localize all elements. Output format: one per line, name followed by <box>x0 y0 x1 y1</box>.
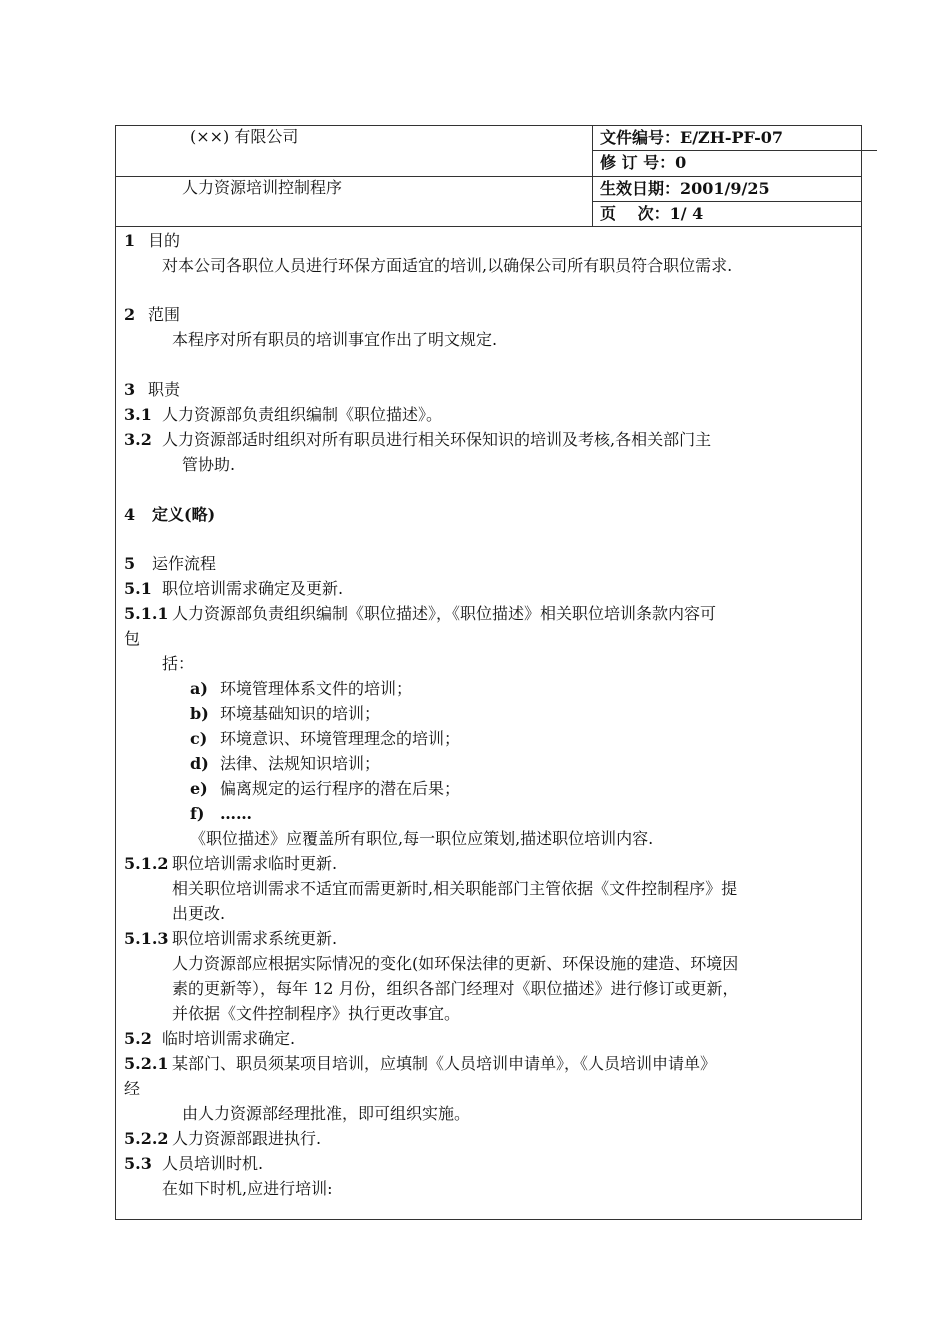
section-5-1-2-text-cont: 出更改. <box>172 904 226 923</box>
list-item-text: 环境意识、环境管理理念的培训； <box>220 729 461 748</box>
section-5-1-2-title: 职位培训需求临时更新. <box>172 854 338 873</box>
section-3-1-number: 3.1 <box>124 405 152 424</box>
list-item-text: 环境管理体系文件的培训； <box>220 679 413 698</box>
section-3-number: 3 <box>124 380 136 399</box>
list-item-label: f) <box>190 804 205 823</box>
list-item-label: c) <box>190 729 208 748</box>
section-5-2-number: 5.2 <box>124 1029 152 1048</box>
section-1-text: 对本公司各职位人员进行环保方面适宜的培训,以确保公司所有职员符合职位需求. <box>162 256 733 275</box>
section-5-1-3-number: 5.1.3 <box>124 929 169 948</box>
section-3-2-text-cont: 管协助. <box>182 455 236 474</box>
section-2-title: 范围 <box>148 305 181 324</box>
section-5-1-1-number: 5.1.1 <box>124 604 169 623</box>
section-5-1-3-text: 人力资源部应根据实际情况的变化(如环保法律的更新、环保设施的建造、环境因 <box>172 954 739 973</box>
section-5-1-3-text-cont-1: 素的更新等），每年 12 月份，组织各部门经理对《职位描述》进行修订或更新， <box>172 979 739 998</box>
header-row-line-1 <box>592 150 877 151</box>
section-1-title: 目的 <box>148 231 181 250</box>
list-item-text: 法律、法规知识培训； <box>220 754 381 773</box>
effective-date: 生效日期：2001/9/25 <box>600 179 770 198</box>
list-item-label: a) <box>190 679 208 698</box>
section-5-1-1-text-cont-2: 括： <box>162 654 195 673</box>
header-row-line-3 <box>592 201 862 202</box>
section-5-1-1-text-cont-1: 包 <box>124 629 141 648</box>
section-5-2-1-number: 5.2.1 <box>124 1054 169 1073</box>
revision-number: 修 订 号：0 <box>600 153 687 172</box>
section-5-1-text: 职位培训需求确定及更新. <box>162 579 344 598</box>
list-item-label: b) <box>190 704 209 723</box>
section-5-2-2-number: 5.2.2 <box>124 1129 169 1148</box>
section-5-1-3-title: 职位培训需求系统更新. <box>172 929 338 948</box>
section-5-1-number: 5.1 <box>124 579 152 598</box>
section-5-1-2-text: 相关职位培训需求不适宜而需更新时,相关职能部门主管依据《文件控制程序》提 <box>172 879 738 898</box>
section-5-3-number: 5.3 <box>124 1154 152 1173</box>
list-item-label: d) <box>190 754 209 773</box>
section-5-1-3-text-cont-2: 并依据《文件控制程序》执行更改事宜。 <box>172 1004 461 1023</box>
section-2-text: 本程序对所有职员的培训事宜作出了明文规定. <box>172 330 498 349</box>
section-5-2-1-text-cont-1: 经 <box>124 1079 141 1098</box>
section-1-number: 1 <box>124 231 136 250</box>
section-5-title: 运作流程 <box>152 554 217 573</box>
section-5-2-1-text-cont-2: 由人力资源部经理批准，即可组织实施。 <box>182 1104 471 1123</box>
section-2-number: 2 <box>124 305 136 324</box>
section-5-2-1-text: 某部门、职员须某项目培训，应填制《人员培训申请单》，《人员培训申请单》 <box>172 1054 717 1073</box>
page-number: 页 次：1/ 4 <box>600 204 704 223</box>
list-item-text: 偏离规定的运行程序的潜在后果； <box>220 779 461 798</box>
header-row-line-2 <box>115 176 862 177</box>
section-4-number: 4 <box>124 505 136 524</box>
section-5-3-after: 在如下时机,应进行培训: <box>162 1179 333 1198</box>
document-title: 人力资源培训控制程序 <box>182 178 343 197</box>
section-3-title: 职责 <box>148 380 181 399</box>
section-5-1-1-text: 人力资源部负责组织编制《职位描述》，《职位描述》相关职位培训条款内容可 <box>172 604 717 623</box>
section-5-number: 5 <box>124 554 136 573</box>
doc-number: 文件编号：E/ZH-PF-07 <box>600 128 784 147</box>
section-4-title: 定义(略) <box>152 505 216 524</box>
section-3-1-text: 人力资源部负责组织编制《职位描述》。 <box>162 405 443 424</box>
list-item-label: e) <box>190 779 208 798</box>
company-name: (××) 有限公司 <box>190 127 299 146</box>
section-3-2-number: 3.2 <box>124 430 152 449</box>
section-5-1-2-number: 5.1.2 <box>124 854 169 873</box>
section-5-2-2-text: 人力资源部跟进执行. <box>172 1129 322 1148</box>
section-5-2-text: 临时培训需求确定. <box>162 1029 296 1048</box>
section-5-3-text: 人员培训时机. <box>162 1154 264 1173</box>
list-item-text: 环境基础知识的培训； <box>220 704 381 723</box>
section-5-1-1-after: 《职位描述》应覆盖所有职位,每一职位应策划,描述职位培训内容. <box>190 829 654 848</box>
list-item-text: …… <box>220 804 252 823</box>
section-3-2-text: 人力资源部适时组织对所有职员进行相关环保知识的培训及考核,各相关部门主 <box>162 430 712 449</box>
